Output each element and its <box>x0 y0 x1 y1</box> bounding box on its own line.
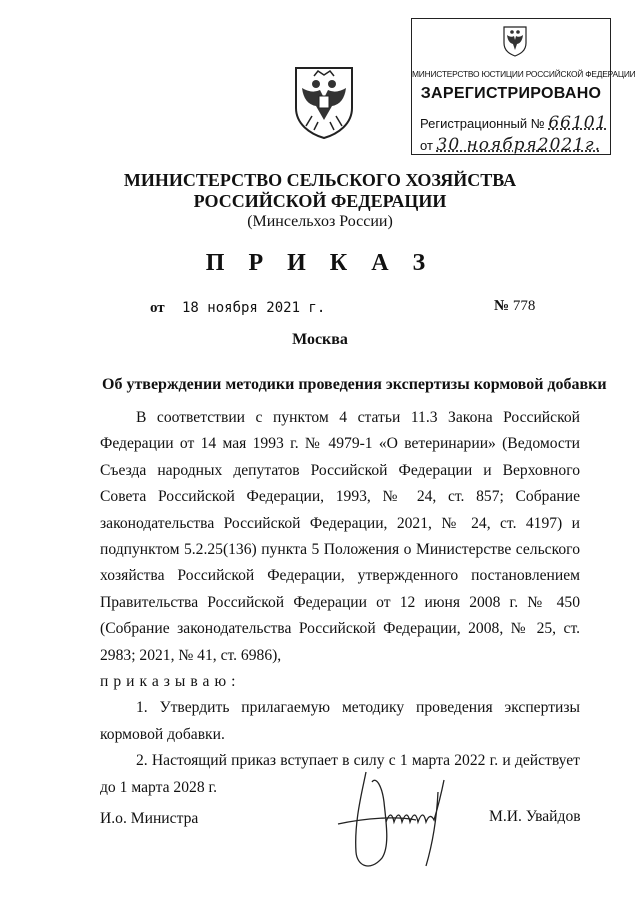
order-number <box>494 298 535 315</box>
order-date: 18 ноября 2021 г. <box>182 300 326 316</box>
stamp-reg-number: 66101 <box>548 113 608 133</box>
order-number-sign: № <box>494 298 510 314</box>
document-type: П Р И К А З <box>205 250 435 276</box>
order-preamble: В соответствии с пунктом 4 статьи 11.3 Закона Российской Федерации от 14 мая 1993 г. № 4979-1 «О ветеринарии» (Ведомости Съезда народных депутатов Российской Федерации и Верховного Совета Российской Федерации, 1993, № 24, ст. 857; Собрание законодательства Российской Федерации, 2021, № 24, ст. 4197) и подпунктом 5.2.25(136) пункта 5 Положения о Министерстве сельского хозяйства Российской Федерации, утвержденного постановлением Правительства Российской Федерации от 12 июня 2008 г. № 450 (Собрание законодательства Российской Федерации, 2008, № 25, ст. 2983; 2021, № 41, ст. 6986), <box>100 409 580 664</box>
ministry-name-line1: МИНИСТЕРСТВО СЕЛЬСКОГО ХОЗЯЙСТВА <box>123 170 517 190</box>
signatory-name: М.И. Увайдов <box>489 808 581 825</box>
registration-stamp <box>411 18 636 155</box>
order-title: Об утверждении методики проведения экспертизы кормовой добавки <box>102 376 607 393</box>
stamp-ministry-name: МИНИСТЕРСТВО ЮСТИЦИИ РОССИЙСКОЙ ФЕДЕРАЦИИ <box>412 69 636 79</box>
ministry-name-line2: РОССИЙСКОЙ ФЕДЕРАЦИИ <box>193 191 447 211</box>
stamp-date-handwritten: 30 ноября <box>436 135 538 155</box>
stamp-emblem-icon <box>502 25 528 57</box>
stamp-status: ЗАРЕГИСТРИРОВАНО <box>420 85 602 102</box>
order-body <box>100 405 580 801</box>
stamp-reg-number-row <box>420 113 607 133</box>
ministry-short-name: (Минсельхоз России) <box>247 213 393 230</box>
stamp-date-row <box>420 135 601 155</box>
stamp-date-label: от <box>420 138 433 153</box>
stamp-reg-number-label: Регистрационный № <box>420 116 545 131</box>
order-date-prefix: от <box>150 300 165 316</box>
handwritten-signature <box>326 762 476 880</box>
signatory-position: И.о. Министра <box>100 810 199 827</box>
stamp-year: 2021г. <box>537 135 602 155</box>
order-item-1: 1. Утвердить прилагаемую методику проведения экспертизы кормовой добавки. <box>100 699 580 743</box>
order-item-2: 2. Настоящий приказ вступает в силу с 1 марта 2022 г. и действует до 1 марта 2028 г. <box>100 752 580 796</box>
state-emblem-icon <box>292 64 356 140</box>
order-city: Москва <box>292 331 348 348</box>
order-number-value: 778 <box>512 298 536 314</box>
order-word: приказываю: <box>100 673 241 691</box>
